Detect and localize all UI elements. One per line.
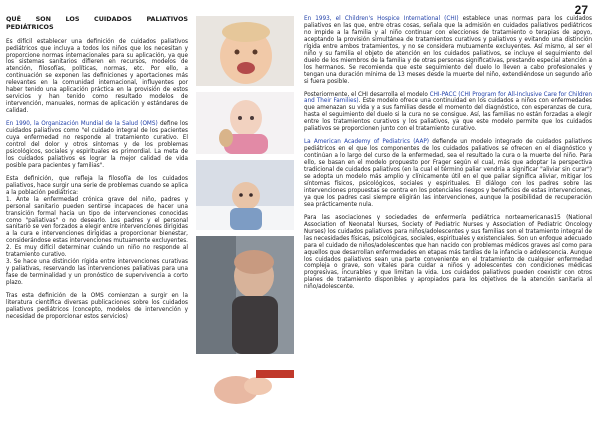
chi-pacc-text: . Este modelo ofrece una continuidad en los cuidados a niños con enfermedades que amenazan su vida y a sus familias desde el momento del diagnóstico, con esperanzas de cura, hasta el seguimiento del duelo si la cura no se consigue. Así, las familias no están forzadas a elegir entre los tratamientos curativos y los paliativos, ya que este modelo permite que los cuidados paliativos se proporcionen junto con el tratamiento curativo. <box>304 98 592 133</box>
problems-intro: Esta definición, que refleja la filosofía de los cuidados paliativos, hace surgir una serie de problemas cuando se aplica a la población pediátrica: <box>6 175 188 196</box>
paragraph-aap <box>304 139 592 209</box>
chi-pacc-link[interactable]: CHI-PACC (CHI Program for All-Inclusive Care for Children and Their Families) <box>304 91 592 105</box>
left-column <box>6 16 188 327</box>
right-column <box>304 16 592 297</box>
oms-text: define los cuidados paliativos como "el cuidado integral de los pacientes cuya enfermedad no responde al tratamiento curativo. El control del dolor y otros síntomas y de los problemas psicológicos, sociales y espirituales es primordial. La meta de los cuidados paliativos es lograr la mejor calidad de vida posible para pacientes y familias". <box>6 121 189 169</box>
problem-item-3: 3. Se hace una distinción rígida entre intervenciones curativas y paliativas, reservando las intervenciones paliativas para una fase de terminalidad y un pronóstico de supervivencia a corto plazo. <box>6 259 188 287</box>
paragraph-problems <box>6 176 188 287</box>
aap-link[interactable]: La American Academy of Pediatrics (AAP) <box>304 139 430 146</box>
photo-holding-hands <box>196 360 294 416</box>
section-title: QUÉ SON LOS CUIDADOS PALIATIVOS PEDIÁTRICOS <box>6 15 188 31</box>
oms-link[interactable]: En 1990, la Organización Mundial de la Salud (OMS) <box>6 121 158 128</box>
page-number: 27 <box>574 3 588 17</box>
paragraph-intro: Es difícil establecer una definición de cuidados paliativos pediátricos que incluya a todos los niños que los necesitan y proporcione normas internacionales para su aplicación, ya que los sistemas sanitarios difieren en recursos, modelos de atención, filosofías, políticas, normas, etc. Por ello, a continuación se exponen las definiciones y aportaciones más relevantes en la comunidad internacional, influyentes por haber tenido una aplicación práctica en la provisión de estos servicios y han tenido como resultado modelos de intervención, manuales, normas de aplicación y estándares de calidad. <box>6 38 188 115</box>
paragraph-nursing: Para las asociaciones y sociedades de enfermería pediátrica norteamericanas15 (National Association of Neonatal Nurses, Society of Pediatric Nurses y Association of Pediatric Oncology Nurses) los cuidados paliativos para niños/adolescentes y sus familias son el tratamiento integral de las necesidades físicas, psicológicas, sociales, espirituales y existenciales. Son un enfoque adecuado para el cuidado de niños/adolescentes que han nacido con problemas médicos graves así como para aquellos que desarrollan enfermedades en etapas más tardías de la infancia o adolescencia. Aunque los cuidados paliativos sean una parte conveniente en el tratamiento de cualquier enfermedad compleja o grave, son vitales para cuidar a niños y adolescentes con condiciones médicas progresivas, incurables y que limitan la vida. Los cuidados paliativos pueden coexistir con otros planes de tratamiento disponibles y apropiados para los objetivos de la atención sanitaria al niño/adolescente. <box>304 214 592 291</box>
problem-item-2: 2. Es muy difícil determinar cuándo un niño no responde al tratamiento curativo. <box>6 245 188 259</box>
paragraph-chi-pacc <box>304 92 592 134</box>
chi-pacc-intro: Posteriormente, el CHI desarrolla el modelo <box>304 91 430 98</box>
chi-link[interactable]: En 1993, el Children's Hospice International (CHI) <box>304 16 459 22</box>
photo-child-profile <box>196 236 294 354</box>
chi-text: establece unas normas para los cuidados paliativos en las que, entre otras cosas, señala que la admisión en cuidados paliativos pediátricos no impide a la familia y al niño continuar con elecciones de tratamiento o terapias de apoyo, aceptando la provisión simultánea de tratamientos curativos y paliativos y evitando una distinción rígida entre ambos tratamientos, y no se considera mutuamente excluyentes. Así mismo, al ser el niño y su familia el objeto de atención en los cuidados paliativos, se incluye el seguimiento del duelo de los miembros de la familia y de otras personas significativas, prestando especial atención a los hermanos. Se recomienda que este seguimiento del duelo lo lleven a cabo profesionales y tengan una duración mínima de 13 meses desde la muerte del niño, extendiéndose un segundo año si fuera posible. <box>304 16 593 85</box>
photo-smiling-baby <box>196 16 294 86</box>
photo-girl-with-doll <box>196 92 294 154</box>
photo-child-in-hospital <box>196 160 294 230</box>
problem-item-1: 1. Ante la enfermedad crónica grave del niño, padres y personal sanitario pueden sentirse incapaces de hacer una transición formal hacia un tipo de intervenciones conocidas como "paliativas" o no desearlo. Los padres y el personal sanitario se ven forzados a elegir entre intervenciones dirigidas a la cura e intervenciones dirigidas a proporcionar bienestar, considerándose estas intervenciones mutuamente excluyentes. <box>6 196 188 245</box>
paragraph-literature: Tras esta definición de la OMS comienzan a surgir en la literatura científica diversas publicaciones sobre los cuidados paliativos pediátricos (concepto, modelos de intervención y necesidad de proporcionar estos servicios) <box>6 293 188 320</box>
aap-text: defiende un modelo integrado de cuidados paliativos pediátricos en el que los componentes de los cuidados paliativos se ofrecen en el diagnóstico y continúan a lo largo del curso de la enfermedad, sea el resultado la cura o la muerte del niño. Para ello, se basan en el modelo propuesto por Frager según el cual, más que adoptar la perspectiva tradicional de cuidados paliativos (en la cual el término paliar vendría a significar "aliviar sin curar") se adopta un modelo más amplio y clínicamente útil en el que paliar significa aliviar, mitigar los síntomas físicos, psicológicos, sociales y espirituales. El diálogo con los padres sobre las intervenciones propuestas se centra en los potenciales riesgos y beneficios de estas intervenciones, ya que los padres casi siempre eligirán las intervenciones, aunque la posibilidad de recuperación sea prácticamente nula. <box>304 139 593 208</box>
paragraph-chi <box>304 16 592 86</box>
paragraph-oms <box>6 121 188 170</box>
